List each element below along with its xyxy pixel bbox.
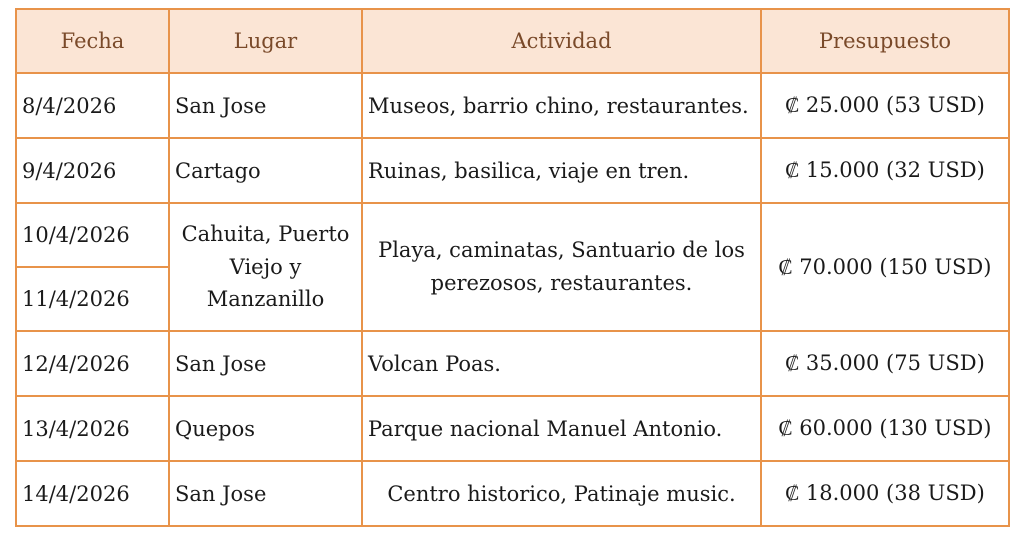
- header-row: [16, 9, 1009, 73]
- cell-presupuesto: ₡ 15.000 (32 USD): [761, 138, 1009, 203]
- cell-actividad: Ruinas, basilica, viaje en tren.: [362, 138, 761, 203]
- header-actividad: Actividad: [362, 9, 761, 73]
- cell-actividad: Volcan Poas.: [362, 331, 761, 396]
- cell-fecha: 12/4/2026: [16, 331, 169, 396]
- table-row: [16, 461, 1009, 526]
- table-row: [16, 203, 1009, 267]
- cell-fecha: 13/4/2026: [16, 396, 169, 461]
- cell-presupuesto: ₡ 70.000 (150 USD): [761, 203, 1009, 331]
- table-row: [16, 331, 1009, 396]
- cell-presupuesto: ₡ 35.000 (75 USD): [761, 331, 1009, 396]
- cell-fecha: 9/4/2026: [16, 138, 169, 203]
- cell-lugar: Cahuita, Puerto Viejo y Manzanillo: [169, 203, 362, 331]
- cell-presupuesto: ₡ 18.000 (38 USD): [761, 461, 1009, 526]
- itinerary-table-container: [15, 8, 1010, 527]
- table-row: [16, 73, 1009, 138]
- cell-lugar: San Jose: [169, 73, 362, 138]
- cell-presupuesto: ₡ 60.000 (130 USD): [761, 396, 1009, 461]
- itinerary-table: [15, 8, 1010, 527]
- cell-presupuesto: ₡ 25.000 (53 USD): [761, 73, 1009, 138]
- cell-lugar: Cartago: [169, 138, 362, 203]
- header-lugar: Lugar: [169, 9, 362, 73]
- cell-actividad: Centro historico, Patinaje music.: [362, 461, 761, 526]
- cell-fecha: 11/4/2026: [16, 267, 169, 331]
- header-presupuesto: Presupuesto: [761, 9, 1009, 73]
- cell-fecha: 14/4/2026: [16, 461, 169, 526]
- table-row: [16, 138, 1009, 203]
- header-fecha: Fecha: [16, 9, 169, 73]
- cell-lugar: San Jose: [169, 461, 362, 526]
- cell-lugar: San Jose: [169, 331, 362, 396]
- cell-fecha: 8/4/2026: [16, 73, 169, 138]
- cell-lugar: Quepos: [169, 396, 362, 461]
- cell-fecha: 10/4/2026: [16, 203, 169, 267]
- cell-actividad: Parque nacional Manuel Antonio.: [362, 396, 761, 461]
- cell-actividad: Playa, caminatas, Santuario de los perezosos, restaurantes.: [362, 203, 761, 331]
- cell-actividad: Museos, barrio chino, restaurantes.: [362, 73, 761, 138]
- table-row: [16, 396, 1009, 461]
